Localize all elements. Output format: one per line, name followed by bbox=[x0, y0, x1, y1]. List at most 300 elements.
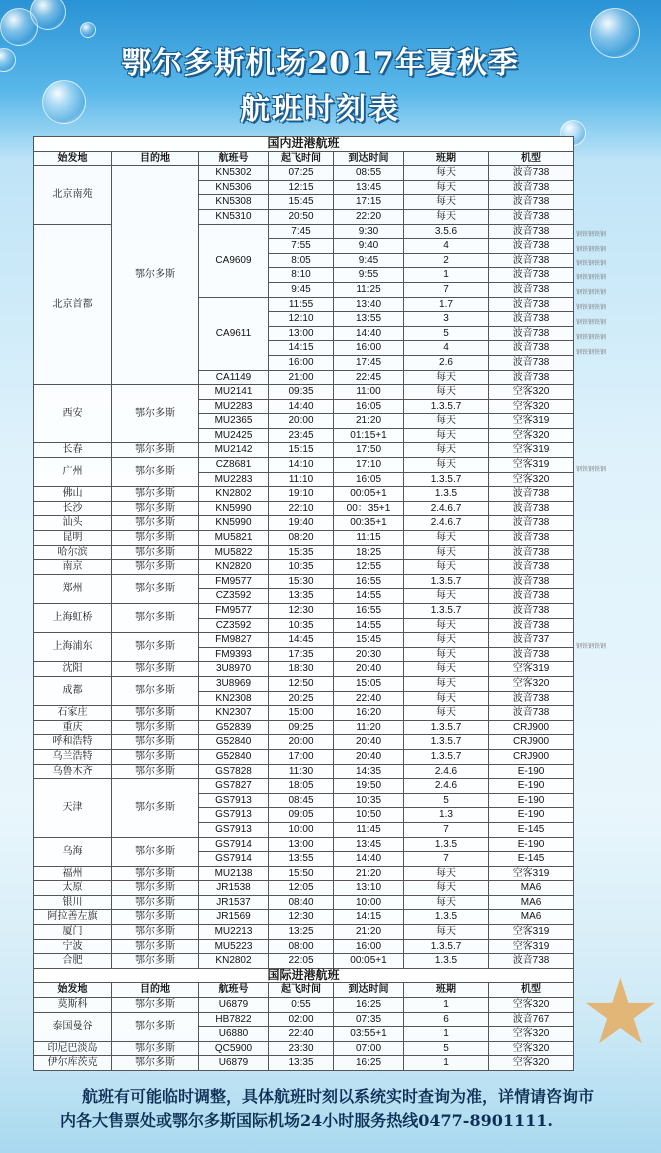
aircraft-type-cell: 波音737 bbox=[489, 633, 574, 648]
destination-cell: 鄂尔多斯 bbox=[112, 895, 199, 910]
destination-cell: 鄂尔多斯 bbox=[112, 531, 199, 546]
aircraft-type-cell: 波音738 bbox=[489, 487, 574, 502]
arrival-time-cell: 17:45 bbox=[334, 355, 404, 370]
flight-number-cell: KN2802 bbox=[199, 954, 269, 969]
arrival-time-cell: 16:55 bbox=[334, 604, 404, 619]
arrival-time-cell: 11:15 bbox=[334, 531, 404, 546]
schedule-days-cell: 2.6 bbox=[404, 355, 489, 370]
destination-cell: 鄂尔多斯 bbox=[112, 1041, 199, 1056]
departure-time-cell: 0:55 bbox=[269, 998, 334, 1013]
aircraft-type-cell: 波音738 bbox=[489, 312, 574, 327]
flight-number-cell: KN5306 bbox=[199, 180, 269, 195]
schedule-days-cell: 2.4.6 bbox=[404, 779, 489, 794]
aircraft-type-cell: 空客320 bbox=[489, 1027, 574, 1042]
aircraft-type-cell: 波音738 bbox=[489, 531, 574, 546]
departure-time-cell: 14:45 bbox=[269, 633, 334, 648]
flight-number-cell: JR1538 bbox=[199, 881, 269, 896]
destination-cell: 鄂尔多斯 bbox=[112, 866, 199, 881]
departure-time-cell: 14:40 bbox=[269, 399, 334, 414]
flight-number-cell: MU5822 bbox=[199, 545, 269, 560]
origin-cell: 成都 bbox=[34, 676, 112, 705]
arrival-time-cell: 08:55 bbox=[334, 166, 404, 181]
flight-number-cell: G52840 bbox=[199, 749, 269, 764]
arrival-time-cell: 12:55 bbox=[334, 560, 404, 575]
table-row bbox=[34, 735, 574, 750]
aircraft-type-cell: 空客319 bbox=[489, 662, 574, 677]
flight-number-cell: 3U8969 bbox=[199, 676, 269, 691]
destination-cell: 鄂尔多斯 bbox=[112, 487, 199, 502]
aircraft-type-cell: MA6 bbox=[489, 910, 574, 925]
column-header: 班期 bbox=[404, 151, 489, 166]
origin-cell: 乌鲁木齐 bbox=[34, 764, 112, 779]
flight-number-cell: MU2283 bbox=[199, 399, 269, 414]
schedule-days-cell: 1 bbox=[404, 998, 489, 1013]
destination-cell: 鄂尔多斯 bbox=[112, 910, 199, 925]
schedule-days-cell: 1.3.5.7 bbox=[404, 574, 489, 589]
column-header: 航班号 bbox=[199, 983, 269, 998]
aircraft-type-cell: 空客320 bbox=[489, 998, 574, 1013]
departure-time-cell: 09:25 bbox=[269, 720, 334, 735]
departure-time-cell: 08:45 bbox=[269, 793, 334, 808]
table-row bbox=[34, 487, 574, 502]
departure-time-cell: 14:15 bbox=[269, 341, 334, 356]
footer-note: 航班有可能临时调整，具体航班时刻以系统实时查询为准，详情请咨询市内各大售票处或鄂尔多斯国际机场24小时服务热线0477-8901111. bbox=[60, 1087, 595, 1130]
schedule-days-cell: 每天 bbox=[404, 589, 489, 604]
column-header: 机型 bbox=[489, 151, 574, 166]
origin-cell: 印尼巴淡岛 bbox=[34, 1041, 112, 1056]
aircraft-type-cell: 空客319 bbox=[489, 866, 574, 881]
row-stamp: 钢铁钢铁钢 bbox=[576, 349, 607, 356]
origin-cell: 哈尔滨 bbox=[34, 545, 112, 560]
departure-time-cell: 12:05 bbox=[269, 881, 334, 896]
destination-cell: 鄂尔多斯 bbox=[112, 720, 199, 735]
aircraft-type-cell: 波音738 bbox=[489, 268, 574, 283]
flight-number-cell: CA9611 bbox=[199, 297, 269, 370]
flight-number-cell: U6879 bbox=[199, 1056, 269, 1071]
arrival-time-cell: 9:45 bbox=[334, 253, 404, 268]
flight-number-cell: KN5990 bbox=[199, 501, 269, 516]
schedule-days-cell: 每天 bbox=[404, 647, 489, 662]
aircraft-type-cell: MA6 bbox=[489, 895, 574, 910]
table-row bbox=[34, 720, 574, 735]
departure-time-cell: 22:10 bbox=[269, 501, 334, 516]
table-row bbox=[34, 676, 574, 691]
schedule-days-cell: 1.3.5 bbox=[404, 487, 489, 502]
table-row bbox=[34, 662, 574, 677]
schedule-days-cell: 每天 bbox=[404, 895, 489, 910]
flight-number-cell: U6879 bbox=[199, 998, 269, 1013]
arrival-time-cell: 13:45 bbox=[334, 180, 404, 195]
flight-number-cell: CZ8681 bbox=[199, 458, 269, 473]
departure-time-cell: 18:30 bbox=[269, 662, 334, 677]
schedule-days-cell: 1 bbox=[404, 268, 489, 283]
flight-number-cell: JR1537 bbox=[199, 895, 269, 910]
destination-cell: 鄂尔多斯 bbox=[112, 939, 199, 954]
page-title: 鄂尔多斯机场2017年夏秋季 bbox=[121, 46, 519, 81]
schedule-days-cell: 每天 bbox=[404, 706, 489, 721]
flight-number-cell: GS7913 bbox=[199, 808, 269, 823]
schedule-days-cell: 1.3.5.7 bbox=[404, 399, 489, 414]
aircraft-type-cell: 波音738 bbox=[489, 691, 574, 706]
origin-cell: 莫斯科 bbox=[34, 998, 112, 1013]
departure-time-cell: 02:00 bbox=[269, 1012, 334, 1027]
arrival-time-cell: 07:35 bbox=[334, 1012, 404, 1027]
schedule-days-cell: 每天 bbox=[404, 560, 489, 575]
schedule-days-cell: 2.4.6 bbox=[404, 764, 489, 779]
page-subtitle: 航班时刻表 bbox=[240, 92, 400, 127]
aircraft-type-cell: 波音738 bbox=[489, 209, 574, 224]
schedule-days-cell: 2 bbox=[404, 253, 489, 268]
flight-number-cell: KN5310 bbox=[199, 209, 269, 224]
arrival-time-cell: 20:30 bbox=[334, 647, 404, 662]
flight-number-cell: GS7914 bbox=[199, 837, 269, 852]
origin-cell: 西安 bbox=[34, 385, 112, 443]
flight-number-cell: MU5223 bbox=[199, 939, 269, 954]
flight-number-cell: HB7822 bbox=[199, 1012, 269, 1027]
table-row bbox=[34, 458, 574, 473]
arrival-time-cell: 00:05+1 bbox=[334, 487, 404, 502]
arrival-time-cell: 20:40 bbox=[334, 749, 404, 764]
arrival-time-cell: 07:00 bbox=[334, 1041, 404, 1056]
departure-time-cell: 12:15 bbox=[269, 180, 334, 195]
table-row bbox=[34, 574, 574, 589]
departure-time-cell: 13:55 bbox=[269, 852, 334, 867]
destination-cell: 鄂尔多斯 bbox=[112, 443, 199, 458]
flight-number-cell: MU2141 bbox=[199, 385, 269, 400]
origin-cell: 太原 bbox=[34, 881, 112, 896]
origin-cell: 北京南苑 bbox=[34, 166, 112, 224]
table-row bbox=[34, 998, 574, 1013]
arrival-time-cell: 9:40 bbox=[334, 239, 404, 254]
column-header: 始发地 bbox=[34, 983, 112, 998]
flight-number-cell: KN2307 bbox=[199, 706, 269, 721]
schedule-days-cell: 每天 bbox=[404, 166, 489, 181]
schedule-days-cell: 1.3.5.7 bbox=[404, 735, 489, 750]
schedule-days-cell: 4 bbox=[404, 239, 489, 254]
aircraft-type-cell: E-190 bbox=[489, 808, 574, 823]
arrival-time-cell: 10:35 bbox=[334, 793, 404, 808]
departure-time-cell: 12:30 bbox=[269, 910, 334, 925]
schedule-days-cell: 每天 bbox=[404, 618, 489, 633]
schedule-days-cell: 1.3.5.7 bbox=[404, 749, 489, 764]
aircraft-type-cell: 波音738 bbox=[489, 574, 574, 589]
flight-number-cell: G52840 bbox=[199, 735, 269, 750]
origin-cell: 长春 bbox=[34, 443, 112, 458]
column-header: 到达时间 bbox=[334, 983, 404, 998]
aircraft-type-cell: 波音738 bbox=[489, 253, 574, 268]
schedule-days-cell: 每天 bbox=[404, 866, 489, 881]
schedule-days-cell: 每天 bbox=[404, 881, 489, 896]
aircraft-type-cell: 波音738 bbox=[489, 355, 574, 370]
arrival-time-cell: 15:45 bbox=[334, 633, 404, 648]
arrival-time-cell: 16:25 bbox=[334, 1056, 404, 1071]
schedule-days-cell: 每天 bbox=[404, 458, 489, 473]
aircraft-type-cell: 空客319 bbox=[489, 939, 574, 954]
arrival-time-cell: 16:00 bbox=[334, 341, 404, 356]
flight-number-cell: GS7913 bbox=[199, 793, 269, 808]
schedule-days-cell: 1.3 bbox=[404, 808, 489, 823]
aircraft-type-cell: 波音738 bbox=[489, 166, 574, 181]
column-header: 目的地 bbox=[112, 983, 199, 998]
section-row bbox=[34, 968, 574, 983]
column-header: 起飞时间 bbox=[269, 151, 334, 166]
schedule-days-cell: 1 bbox=[404, 1027, 489, 1042]
schedule-days-cell: 每天 bbox=[404, 180, 489, 195]
aircraft-type-cell: 空客320 bbox=[489, 472, 574, 487]
departure-time-cell: 13:00 bbox=[269, 837, 334, 852]
aircraft-type-cell: 空客319 bbox=[489, 925, 574, 940]
departure-time-cell: 8:10 bbox=[269, 268, 334, 283]
aircraft-type-cell: 波音767 bbox=[489, 1012, 574, 1027]
table-row bbox=[34, 939, 574, 954]
arrival-time-cell: 00:35+1 bbox=[334, 516, 404, 531]
flight-number-cell: FM9393 bbox=[199, 647, 269, 662]
section-title: 国内进港航班 bbox=[34, 137, 574, 152]
arrival-time-cell: 14:55 bbox=[334, 589, 404, 604]
destination-cell: 鄂尔多斯 bbox=[112, 574, 199, 603]
origin-cell: 泰国曼谷 bbox=[34, 1012, 112, 1041]
aircraft-type-cell: 波音738 bbox=[489, 326, 574, 341]
destination-cell: 鄂尔多斯 bbox=[112, 385, 199, 443]
origin-cell: 汕头 bbox=[34, 516, 112, 531]
destination-cell: 鄂尔多斯 bbox=[112, 676, 199, 705]
arrival-time-cell: 14:55 bbox=[334, 618, 404, 633]
origin-cell: 长沙 bbox=[34, 501, 112, 516]
flight-number-cell: FM9827 bbox=[199, 633, 269, 648]
departure-time-cell: 19:10 bbox=[269, 487, 334, 502]
arrival-time-cell: 22:20 bbox=[334, 209, 404, 224]
origin-cell: 南京 bbox=[34, 560, 112, 575]
origin-cell: 重庆 bbox=[34, 720, 112, 735]
schedule-days-cell: 每天 bbox=[404, 414, 489, 429]
arrival-time-cell: 13:40 bbox=[334, 297, 404, 312]
departure-time-cell: 12:10 bbox=[269, 312, 334, 327]
destination-cell: 鄂尔多斯 bbox=[112, 925, 199, 940]
origin-cell: 上海浦东 bbox=[34, 633, 112, 662]
origin-cell: 阿拉善左旗 bbox=[34, 910, 112, 925]
departure-time-cell: 11:55 bbox=[269, 297, 334, 312]
table-row bbox=[34, 837, 574, 852]
arrival-time-cell: 21:20 bbox=[334, 866, 404, 881]
table-row bbox=[34, 779, 574, 794]
aircraft-type-cell: 波音738 bbox=[489, 195, 574, 210]
aircraft-type-cell: 空客320 bbox=[489, 1056, 574, 1071]
destination-cell: 鄂尔多斯 bbox=[112, 545, 199, 560]
aircraft-type-cell: 波音738 bbox=[489, 706, 574, 721]
aircraft-type-cell: 空客319 bbox=[489, 443, 574, 458]
section-row bbox=[34, 137, 574, 152]
arrival-time-cell: 17:10 bbox=[334, 458, 404, 473]
schedule-days-cell: 1.3.5.7 bbox=[404, 939, 489, 954]
origin-cell: 伊尔库茨克 bbox=[34, 1056, 112, 1071]
aircraft-type-cell: 波音738 bbox=[489, 224, 574, 239]
departure-time-cell: 20:25 bbox=[269, 691, 334, 706]
arrival-time-cell: 21:20 bbox=[334, 925, 404, 940]
aircraft-type-cell: 波音738 bbox=[489, 560, 574, 575]
column-header: 起飞时间 bbox=[269, 983, 334, 998]
departure-time-cell: 11:30 bbox=[269, 764, 334, 779]
destination-cell: 鄂尔多斯 bbox=[112, 954, 199, 969]
table-row bbox=[34, 1041, 574, 1056]
aircraft-type-cell: 空客319 bbox=[489, 414, 574, 429]
departure-time-cell: 15:50 bbox=[269, 866, 334, 881]
arrival-time-cell: 18:25 bbox=[334, 545, 404, 560]
aircraft-type-cell: 空客320 bbox=[489, 1041, 574, 1056]
arrival-time-cell: 16:20 bbox=[334, 706, 404, 721]
arrival-time-cell: 00：35+1 bbox=[334, 501, 404, 516]
departure-time-cell: 20:50 bbox=[269, 209, 334, 224]
arrival-time-cell: 11:20 bbox=[334, 720, 404, 735]
departure-time-cell: 22:40 bbox=[269, 1027, 334, 1042]
flight-number-cell: U6880 bbox=[199, 1027, 269, 1042]
table-row bbox=[34, 443, 574, 458]
flight-number-cell: GS7914 bbox=[199, 852, 269, 867]
row-stamp: 钢铁钢铁钢 bbox=[576, 643, 607, 650]
destination-cell: 鄂尔多斯 bbox=[112, 501, 199, 516]
departure-time-cell: 12:30 bbox=[269, 604, 334, 619]
arrival-time-cell: 01:15+1 bbox=[334, 428, 404, 443]
arrival-time-cell: 11:45 bbox=[334, 822, 404, 837]
origin-cell: 呼和浩特 bbox=[34, 735, 112, 750]
row-stamp: 钢铁钢铁钢 bbox=[576, 231, 607, 238]
flight-number-cell: MU2142 bbox=[199, 443, 269, 458]
table-row bbox=[34, 895, 574, 910]
destination-cell: 鄂尔多斯 bbox=[112, 998, 199, 1013]
departure-time-cell: 10:35 bbox=[269, 560, 334, 575]
arrival-time-cell: 16:05 bbox=[334, 399, 404, 414]
departure-time-cell: 08:00 bbox=[269, 939, 334, 954]
table-row bbox=[34, 706, 574, 721]
aircraft-type-cell: 波音738 bbox=[489, 516, 574, 531]
flight-number-cell: KN2308 bbox=[199, 691, 269, 706]
header-row bbox=[34, 151, 574, 166]
departure-time-cell: 10:00 bbox=[269, 822, 334, 837]
table-row bbox=[34, 560, 574, 575]
schedule-days-cell: 7 bbox=[404, 852, 489, 867]
destination-cell: 鄂尔多斯 bbox=[112, 458, 199, 487]
table-row bbox=[34, 910, 574, 925]
schedule-days-cell: 1.7 bbox=[404, 297, 489, 312]
arrival-time-cell: 11:25 bbox=[334, 282, 404, 297]
arrival-time-cell: 13:10 bbox=[334, 881, 404, 896]
aircraft-type-cell: 空客320 bbox=[489, 428, 574, 443]
departure-time-cell: 08:40 bbox=[269, 895, 334, 910]
section-title: 国际进港航班 bbox=[34, 968, 574, 983]
aircraft-type-cell: E-145 bbox=[489, 822, 574, 837]
flight-number-cell: MU2213 bbox=[199, 925, 269, 940]
origin-cell: 福州 bbox=[34, 866, 112, 881]
departure-time-cell: 23:45 bbox=[269, 428, 334, 443]
departure-time-cell: 07:25 bbox=[269, 166, 334, 181]
flight-number-cell: KN5990 bbox=[199, 516, 269, 531]
departure-time-cell: 08:20 bbox=[269, 531, 334, 546]
destination-cell: 鄂尔多斯 bbox=[112, 706, 199, 721]
destination-cell: 鄂尔多斯 bbox=[112, 516, 199, 531]
schedule-days-cell: 1.3.5.7 bbox=[404, 720, 489, 735]
departure-time-cell: 15:15 bbox=[269, 443, 334, 458]
destination-cell: 鄂尔多斯 bbox=[112, 881, 199, 896]
schedule-days-cell: 6 bbox=[404, 1012, 489, 1027]
schedule-days-cell: 2.4.6.7 bbox=[404, 516, 489, 531]
arrival-time-cell: 17:15 bbox=[334, 195, 404, 210]
aircraft-type-cell: 波音738 bbox=[489, 501, 574, 516]
aircraft-type-cell: 波音738 bbox=[489, 297, 574, 312]
arrival-time-cell: 14:40 bbox=[334, 852, 404, 867]
flight-number-cell: KN5302 bbox=[199, 166, 269, 181]
table-row bbox=[34, 925, 574, 940]
row-stamp: 钢铁钢铁钢 bbox=[576, 466, 607, 473]
schedule-days-cell: 4 bbox=[404, 341, 489, 356]
departure-time-cell: 13:25 bbox=[269, 925, 334, 940]
destination-cell: 鄂尔多斯 bbox=[112, 749, 199, 764]
schedule-days-cell: 5 bbox=[404, 1041, 489, 1056]
aircraft-type-cell: 空客320 bbox=[489, 676, 574, 691]
schedule-table bbox=[33, 136, 574, 1071]
table-row bbox=[34, 531, 574, 546]
origin-cell: 昆明 bbox=[34, 531, 112, 546]
arrival-time-cell: 13:45 bbox=[334, 837, 404, 852]
schedule-days-cell: 每天 bbox=[404, 385, 489, 400]
table-row bbox=[34, 633, 574, 648]
column-header: 目的地 bbox=[112, 151, 199, 166]
aircraft-type-cell: 波音738 bbox=[489, 180, 574, 195]
arrival-time-cell: 14:15 bbox=[334, 910, 404, 925]
destination-cell: 鄂尔多斯 bbox=[112, 837, 199, 866]
origin-cell: 银川 bbox=[34, 895, 112, 910]
departure-time-cell: 9:45 bbox=[269, 282, 334, 297]
aircraft-type-cell: CRJ900 bbox=[489, 720, 574, 735]
column-header: 到达时间 bbox=[334, 151, 404, 166]
aircraft-type-cell: 波音738 bbox=[489, 282, 574, 297]
schedule-days-cell: 每天 bbox=[404, 691, 489, 706]
arrival-time-cell: 16:25 bbox=[334, 998, 404, 1013]
aircraft-type-cell: 波音738 bbox=[489, 341, 574, 356]
schedule-days-cell: 每天 bbox=[404, 633, 489, 648]
column-header: 机型 bbox=[489, 983, 574, 998]
aircraft-type-cell: 波音738 bbox=[489, 954, 574, 969]
departure-time-cell: 21:00 bbox=[269, 370, 334, 385]
flight-number-cell: MU5821 bbox=[199, 531, 269, 546]
aircraft-type-cell: MA6 bbox=[489, 881, 574, 896]
flight-number-cell: CA9609 bbox=[199, 224, 269, 297]
flight-number-cell: GS7828 bbox=[199, 764, 269, 779]
destination-cell: 鄂尔多斯 bbox=[112, 633, 199, 662]
destination-cell: 鄂尔多斯 bbox=[112, 604, 199, 633]
departure-time-cell: 15:30 bbox=[269, 574, 334, 589]
departure-time-cell: 14:10 bbox=[269, 458, 334, 473]
flight-number-cell: GS7827 bbox=[199, 779, 269, 794]
flight-number-cell: MU2138 bbox=[199, 866, 269, 881]
arrival-time-cell: 16:00 bbox=[334, 939, 404, 954]
table-row bbox=[34, 604, 574, 619]
origin-cell: 合肥 bbox=[34, 954, 112, 969]
destination-cell: 鄂尔多斯 bbox=[112, 1012, 199, 1041]
destination-cell: 鄂尔多斯 bbox=[112, 764, 199, 779]
flight-number-cell: QC5900 bbox=[199, 1041, 269, 1056]
schedule-days-cell: 1.3.5.7 bbox=[404, 472, 489, 487]
departure-time-cell: 20:00 bbox=[269, 414, 334, 429]
aircraft-type-cell: 波音738 bbox=[489, 647, 574, 662]
departure-time-cell: 17:00 bbox=[269, 749, 334, 764]
schedule-table-wrapper bbox=[33, 136, 573, 1071]
schedule-days-cell: 3 bbox=[404, 312, 489, 327]
aircraft-type-cell: 空客319 bbox=[489, 458, 574, 473]
schedule-days-cell: 每天 bbox=[404, 370, 489, 385]
origin-cell: 宁波 bbox=[34, 939, 112, 954]
schedule-days-cell: 7 bbox=[404, 282, 489, 297]
table-row bbox=[34, 881, 574, 896]
schedule-days-cell: 5 bbox=[404, 793, 489, 808]
